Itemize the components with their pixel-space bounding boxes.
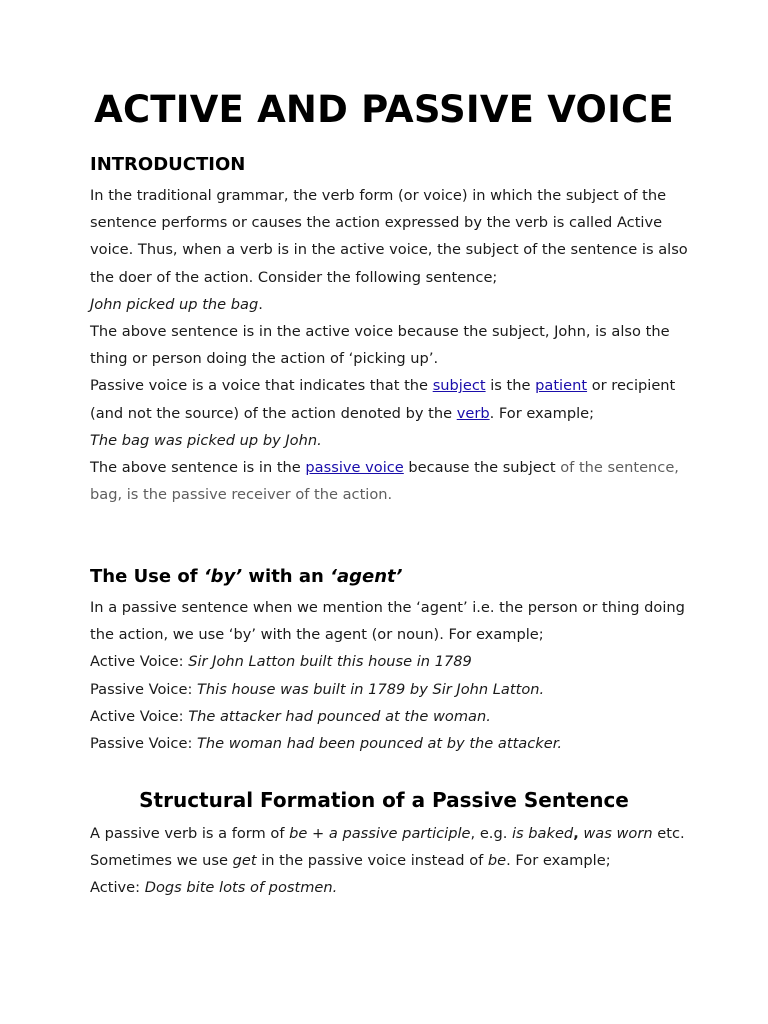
structural-paragraph-2: Sometimes we use get in the passive voice instead of be. For example; <box>90 852 611 870</box>
use-of-by-body <box>90 594 690 757</box>
intro-example-1: John picked up the bag. <box>90 295 263 313</box>
voice-example: Passive Voice: The woman had been pounced at by the attacker. <box>90 735 563 753</box>
example-sentence: The bag was picked up by John. <box>90 431 322 449</box>
link-subject[interactable]: subject <box>432 377 486 395</box>
structural-formation-body <box>90 820 690 902</box>
voice-example: Passive Voice: This house was built in 1789 by Sir John Latton. <box>90 680 545 698</box>
section-heading-structural-formation: Structural Formation of a Passive Sentence <box>139 788 629 812</box>
intro-example-2 <box>90 427 690 454</box>
voice-example: Active Voice: The attacker had pounced at the woman. <box>90 707 491 725</box>
page-title: ACTIVE AND PASSIVE VOICE <box>94 88 674 131</box>
section-heading-introduction: INTRODUCTION <box>90 154 246 175</box>
section-heading-use-of-by: The Use of ‘by’ with an ‘agent’ <box>90 566 403 587</box>
intro-paragraph-1: In the traditional grammar, the verb form (or voice) in which the subject of the sentence performs or causes the action expressed by the verb is called Active voice. Thus, when a verb is in the active voice, the subject of the sentence is also the doer of the action. Consider the following sentence; <box>90 187 688 286</box>
structural-paragraph-1: A passive verb is a form of be + a passive participle, e.g. is baked, was worn etc. <box>90 825 685 842</box>
voice-example: Active Voice: Sir John Latton built this house in 1789 <box>90 653 472 671</box>
example-sentence: John picked up the bag <box>90 295 259 313</box>
intro-paragraph-3: Passive voice is a voice that indicates that the subject is the patient or recipient (and not the source) of the action denoted by the verb. For example; <box>90 377 676 422</box>
structural-paragraph-3: Active: Dogs bite lots of postmen. <box>90 879 338 897</box>
intro-paragraph-2: The above sentence is in the active voice because the subject, John, is also the thing or person doing the action of ‘picking up’. <box>90 323 670 368</box>
intro-paragraph-4: The above sentence is in the passive voice because the subject of the sentence, bag, is the passive receiver of the action. <box>90 459 679 504</box>
link-patient[interactable]: patient <box>535 377 588 395</box>
link-verb[interactable]: verb <box>456 404 490 422</box>
link-passive-voice[interactable]: passive voice <box>305 459 404 477</box>
agent-paragraph-1: In a passive sentence when we mention the ‘agent’ i.e. the person or thing doing the action, we use ‘by’ with the agent (or noun). For example; <box>90 599 685 644</box>
introduction-body <box>90 182 690 508</box>
